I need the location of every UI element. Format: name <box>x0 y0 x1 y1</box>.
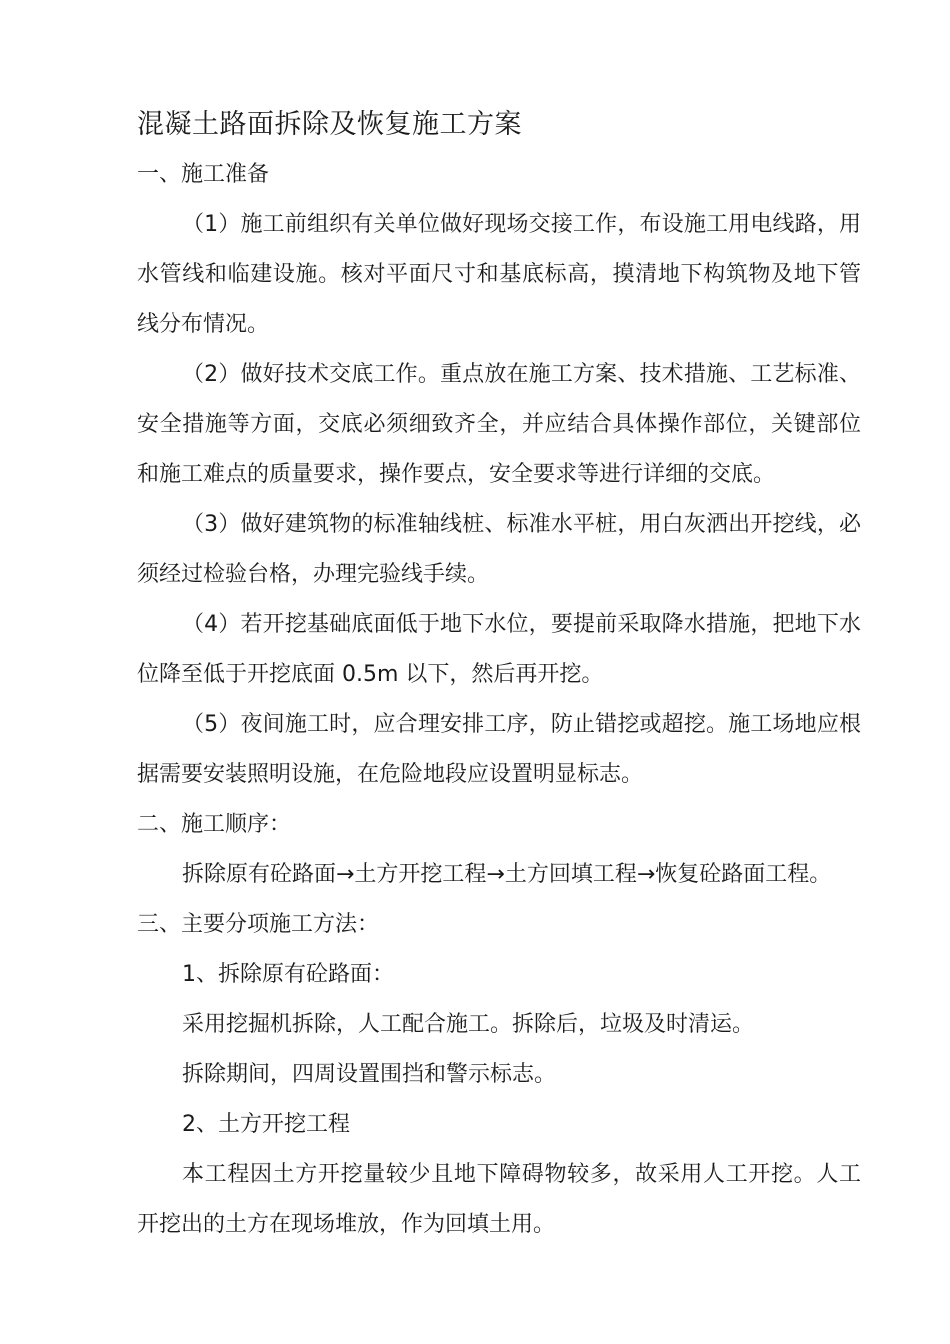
document-body <box>137 150 861 1250</box>
text-line: 一、施工准备 <box>137 162 270 187</box>
document-page <box>137 100 861 1250</box>
text-line: 1、拆除原有砼路面： <box>182 962 394 987</box>
text-line: （2）做好技术交底工作。重点放在施工方案、技术措施、工艺标准、 <box>182 362 861 387</box>
text-line: 安全措施等方面，交底必须细致齐全，并应结合具体操作部位，关键部位 <box>137 412 861 437</box>
text-line: 采用挖掘机拆除，人工配合施工。拆除后，垃圾及时清运。 <box>182 1012 755 1037</box>
text-line: 2、土方开挖工程 <box>182 1112 350 1137</box>
text-line: 位降至低于开挖底面 0.5m 以下，然后再开挖。 <box>137 662 604 687</box>
text-line: （4）若开挖基础底面低于地下水位，要提前采取降水措施，把地下水 <box>182 612 861 637</box>
text-line: 三、主要分项施工方法： <box>137 912 380 937</box>
text-line: 据需要安装照明设施，在危险地段应设置明显标志。 <box>137 762 644 787</box>
text-line: 线分布情况。 <box>137 312 270 337</box>
text-line: （3）做好建筑物的标准轴线桩、标准水平桩，用白灰洒出开挖线，必 <box>182 512 861 537</box>
text-line: 水管线和临建设施。核对平面尺寸和基底标高，摸清地下构筑物及地下管 <box>137 262 861 287</box>
text-line: 拆除原有砼路面→土方开挖工程→土方回填工程→恢复砼路面工程。 <box>182 862 832 887</box>
text-line: 须经过检验台格，办理完验线手续。 <box>137 562 490 587</box>
document-title: 混凝土路面拆除及恢复施工方案 <box>137 109 522 140</box>
text-line: 和施工难点的质量要求，操作要点，安全要求等进行详细的交底。 <box>137 462 776 487</box>
text-line: （1）施工前组织有关单位做好现场交接工作，布设施工用电线路，用 <box>182 212 861 237</box>
text-line: 本工程因土方开挖量较少且地下障碍物较多，故采用人工开挖。人工 <box>182 1162 861 1187</box>
text-line: 拆除期间，四周设置围挡和警示标志。 <box>182 1062 557 1087</box>
text-line: 开挖出的土方在现场堆放，作为回填土用。 <box>137 1212 556 1237</box>
text-line: 二、施工顺序： <box>137 812 292 837</box>
text-line: （5）夜间施工时，应合理安排工序，防止错挖或超挖。施工场地应根 <box>182 712 861 737</box>
